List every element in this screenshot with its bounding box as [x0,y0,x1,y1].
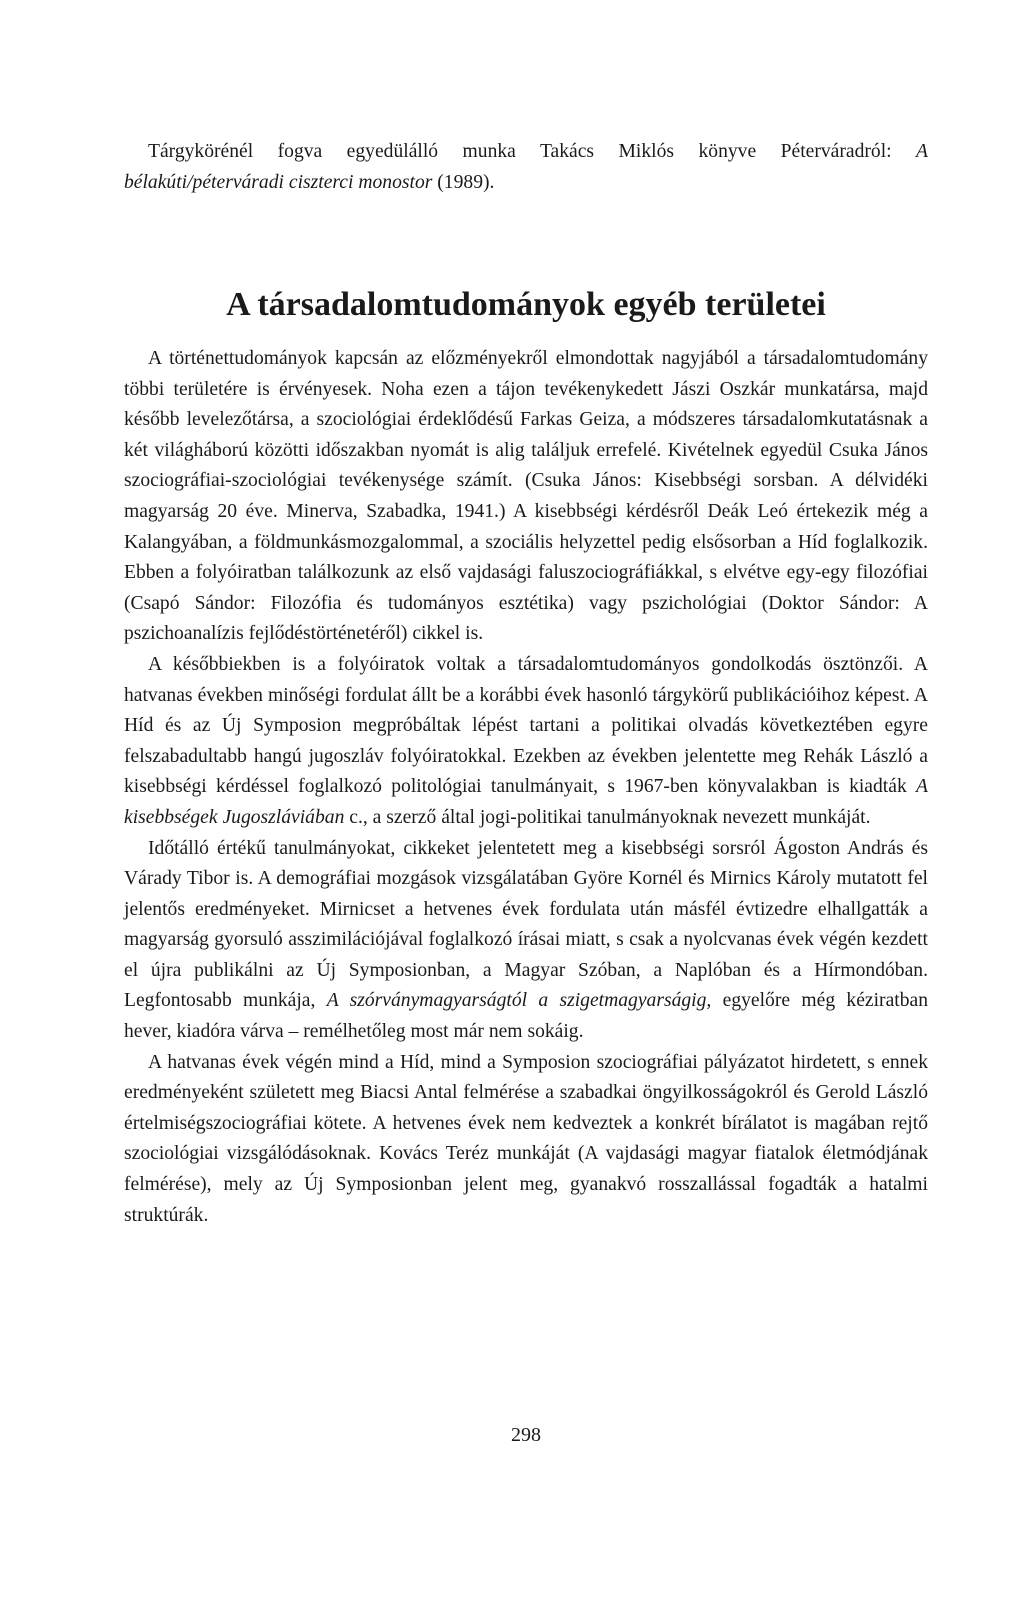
paragraph-1: A történettudományok kapcsán az előzményekről elmondottak nagyjából a társadalomtudomány többi területére is érvényesek. Noha ezen a tájon tevékenykedett Jászi Oszkár munkatársa, majd később levelezőtársa, a szociológiai érdeklődésű Farkas Geiza, a módszeres társadalomkutatásnak a két világháború közötti időszakban nyomát is alig találjuk errefelé. Kivételnek egyedül Csuka János szociográfiai-szociológiai tevékenysége számít. (Csuka János: Kisebbségi sorsban. A délvidéki magyarság 20 éve. Minerva, Szabadka, 1941.) A kisebbségi kérdésről Deák Leó értekezik még a Kalangyában, a földmunkásmozgalommal, a szociális helyzettel pedig elsősorban a Híd foglalkozik. Ebben a folyóiratban találkozunk az első vajdasági faluszociográfiákkal, s elvétve egy-egy filozófiai (Csapó Sándor: Filozófia és tudományos esztétika) vagy pszichológiai (Doktor Sándor: A pszichoanalízis fejlődéstörténetéről) cikkel is. [124,348,928,645]
section-body [124,344,928,1231]
paragraph-4: A hatvanas évek végén mind a Híd, mind a Symposion szociográfiai pályázatot hirdetett, s ennek eredményeként született meg Biacsi Antal felmérése a szabadkai öngyilkosságokról és Gerold László értelmiségszociográfiai kötete. A hetvenes évek nem kedveztek a konkrét bírálatot is magában rejtő szociológiai vizsgálódásoknak. Kovács Teréz munkáját (A vajdasági magyar fiatalok életmódjának felmérése), mely az Új Symposionban jelent meg, gyanakvó rosszallással fogadták a hatalmi struktúrák. [124,1051,928,1226]
intro-book-title: A bélakúti/péterváradi ciszterci monostor [124,141,928,193]
paragraph-3-text-end: egyelőre még kéziratban hever, kiadóra várva – remélhetőleg most már nem sokáig. [124,990,929,1043]
intro-text-end: (1989). [432,171,495,193]
paragraph-3-work-title: A szórványmagyarságtól a szigetmagyarságig, [326,990,712,1012]
page-number: 298 [511,1424,541,1446]
paragraph-3-text: Időtálló értékű tanulmányokat, cikkeket jelentetett meg a kisebbségi sorsról Ágoston András és Várady Tibor is. A demográfiai mozgások vizsgálatában Györe Kornél és Mirnics Károly mutatott fel jelentős eredményeket. Mirnicset a hetvenes évek fordulata után másfél évtizedre elhallgatták a magyarság gyorsuló asszimilációjával foglalkozó írásai miatt, s csak a nyolcvanas évek végén kezdett el újra publikálni az Új Symposionban, a Magyar Szóban, a Naplóban és a Hírmondóban. Legfontosabb munkája, [124,837,928,1012]
paragraph-2-text: A későbbiekben is a folyóiratok voltak a társadalomtudományos gondolkodás ösztönzői. A hatvanas években minőségi fordulat állt be a korábbi évek hasonló tárgykörű publikációihoz képest. A Híd és az Új Symposion megpróbáltak lépést tartani a politikai olvadás következtében egyre felszabadultabb hangú jugoszláv folyóiratokkal. Ezekben az években jelentette meg Rehák László a kisebbségi kérdéssel foglalkozó politológiai tanulmányait, s 1967-ben könyvalakban is kiadták [124,653,928,798]
paragraph-2-text-end: c., a szerző által jogi-politikai tanulmányoknak nevezett munkáját. [344,806,871,828]
paragraph-2 [124,650,928,834]
paragraph-3 [124,834,928,1048]
intro-paragraph [124,137,928,198]
intro-text: Tárgykörénél fogva egyedülálló munka Takács Miklós könyve Péterváradról: [148,141,917,162]
section-heading: A társadalomtudományok egyéb területei [226,286,826,323]
paragraph-2-book-title: A kisebbségek Jugoszláviában [124,776,928,828]
